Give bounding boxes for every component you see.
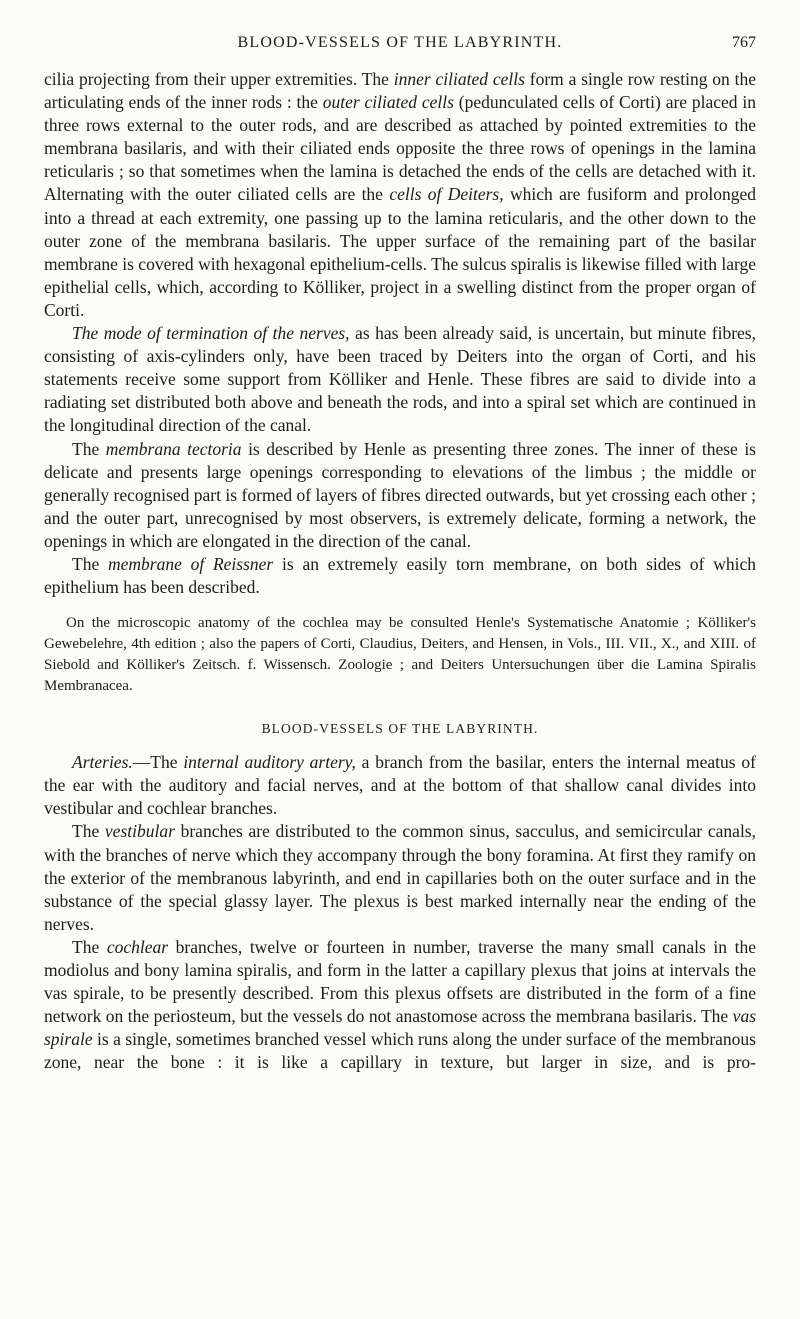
section-heading: BLOOD-VESSELS OF THE LABYRINTH. — [261, 721, 539, 737]
body-text — [44, 68, 756, 1074]
running-title: BLOOD-VESSELS OF THE LABYRINTH. — [237, 34, 563, 51]
running-head — [44, 34, 756, 56]
paragraph-arteries: Arteries.—The internal auditory artery, a branch from the basilar, enters the internal meatus of the ear with the auditory and facial nerves, and at the bottom of that shallow canal divides into vestibular and cochlear branches. — [44, 752, 756, 819]
paragraph-reissner: The membrane of Reissner is an extremely easily torn membrane, on both sides of which epithelium has been described. — [44, 553, 756, 598]
paragraph-corti-cells: cilia projecting from their upper extremities. The inner ciliated cells form a single row resting on the articulating ends of the inner rods : the outer ciliated cells (pedunculated cells of Corti) are placed in three rows external to the outer rods, and are described as attached by pointed extremities to the membrana basilaris, and with their ciliated ends opposite the three rows of openings in the lamina reticularis ; so that sometimes when the lamina is detached the ends of the cells are detached with it. Alternating with the outer ciliated cells are the cells of Deiters, which are fusiform and prolonged into a thread at each extremity, one passing up to the lamina reticularis, and the other down to the outer zone of the membrana basilaris. The upper surface of the remaining part of the basilar membrane is covered with hexagonal epithelium-cells. The sulcus spiralis is likewise filled with large epithelial cells, which, according to Kölliker, project in a swelling distinct from the proper organ of Corti. — [44, 69, 757, 320]
paragraph-nerve-termination: The mode of termination of the nerves, as has been already said, is uncertain, but minute fibres, consisting of axis-cylinders only, have been traced by Deiters into the organ of Corti, and his statements receive some support from Kölliker and Henle. These fibres are said to divide into a radiating set distributed both above and beneath the rods, and into a spiral set which are continued in the longitudinal direction of the canal. — [44, 323, 756, 436]
bibliographic-note: On the microscopic anatomy of the cochlea may be consulted Henle's Systematische Anatomie ; Kölliker's Gewebelehre, 4th edition ; also the papers of Corti, Claudius, Deiters, and Hensen, in Vols., III. VII., X., and XIII. of Siebold and Kölliker's Zeitsch. f. Wissensch. Zoologie ; and Deiters Untersuchungen über die Lamina Spiralis Membranacea. — [44, 615, 756, 695]
paragraph-membrana-tectoria: The membrana tectoria is described by Henle as presenting three zones. The inner of these is delicate and presents large openings corresponding to elevations of the limbus ; the middle or generally recognised part is formed of layers of fibres directed outwards, but yet crossing each other ; and the outer part, unrecognised by most observers, is extremely delicate, forming a network, the openings in which are elongated in the direction of the canal. — [44, 438, 756, 551]
paragraph-cochlear-branches: The cochlear branches, twelve or fourteen in number, traverse the many small canals in the modiolus and bony lamina spiralis, and form in the latter a capillary plexus that joins at intervals the vas spirale, to be presently described. From this plexus offsets are distributed in the form of a fine network on the periosteum, but the vessels do not anastomose across the membrana basilaris. The vas spirale is a single, sometimes branched vessel which runs along the under surface of the membranous zone, near the bone : it is like a capillary in texture, but larger in size, and is pro- — [44, 936, 756, 1073]
page-number: 767 — [732, 34, 756, 51]
paragraph-vestibular-branches: The vestibular branches are distributed to the common sinus, sacculus, and semicircular canals, with the branches of nerve which they accompany through the bony foramina. At first they ramify on the exterior of the membranous labyrinth, and end in capillaries both on the outer surface and in the substance of the special glassy layer. The plexus is best marked internally near the ending of the nerves. — [44, 821, 756, 934]
